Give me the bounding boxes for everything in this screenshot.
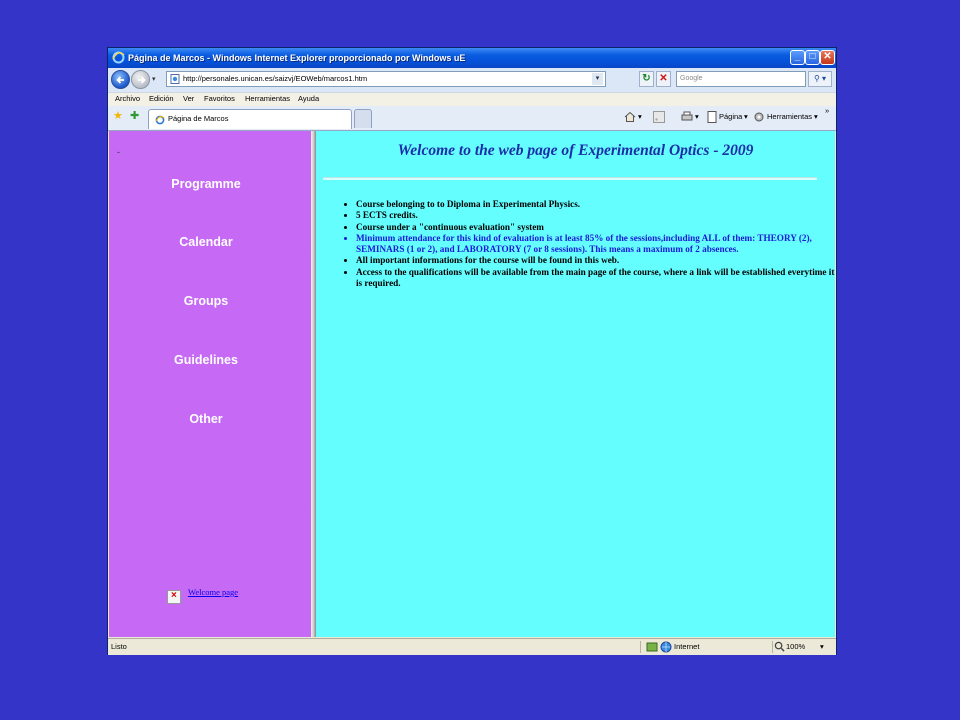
new-tab-button[interactable] [354, 109, 372, 128]
main-frame [316, 131, 835, 637]
forward-arrow-icon [135, 74, 147, 86]
address-input[interactable] [166, 71, 606, 87]
zoom-icon[interactable] [774, 641, 785, 652]
page-title: Welcome to the web page of Experimental Optics - 2009 [397, 142, 754, 159]
favorites-star-icon[interactable]: ★ [113, 110, 123, 122]
address-url[interactable]: http://personales.unican.es/saizvj/EOWeb/marcos1.htm [183, 74, 368, 83]
close-button[interactable]: ✕ [820, 50, 835, 65]
tools-dropdown-icon[interactable]: ▾ [814, 112, 818, 121]
minimize-button[interactable]: _ [790, 50, 805, 65]
tools-menu[interactable]: Herramientas [767, 112, 813, 121]
menu-ver[interactable]: Ver [183, 94, 195, 103]
print-icon[interactable] [681, 111, 693, 123]
horizontal-rule [323, 177, 817, 180]
menu-favoritos[interactable]: Favoritos [204, 94, 235, 103]
zoom-dropdown-icon[interactable]: ▾ [820, 642, 824, 651]
left-nav-frame [109, 131, 311, 637]
tab-label: Página de Marcos [168, 114, 229, 123]
list-item: • 5 ECTS credits. [356, 210, 836, 221]
nav-groups[interactable]: Groups [183, 294, 229, 308]
menu-edicion[interactable]: Edición [149, 94, 174, 103]
nav-other[interactable]: Other [189, 412, 223, 426]
menu-archivo[interactable]: Archivo [115, 94, 141, 103]
tab-bar [108, 106, 836, 131]
nav-guidelines[interactable]: Guidelines [174, 353, 238, 367]
broken-image-icon [167, 590, 181, 604]
menu-herramientas[interactable]: Herramientas [245, 94, 291, 103]
maximize-button[interactable]: □ [805, 50, 820, 65]
nav-programme[interactable]: Programme [171, 177, 241, 191]
title-bar[interactable] [108, 48, 836, 68]
tools-gear-icon[interactable] [753, 111, 765, 123]
search-button[interactable]: ⚲ ▾ [808, 71, 832, 87]
tab-active[interactable] [148, 109, 352, 129]
nav-marker: - [117, 147, 120, 157]
page-menu-icon[interactable] [706, 111, 718, 123]
page-content [109, 131, 835, 637]
zone-label: Internet [674, 642, 700, 651]
refresh-button[interactable]: ↻ [639, 71, 654, 87]
list-item: • All important informations for the course will be found in this web. [356, 255, 836, 266]
page-menu[interactable]: Página [719, 112, 743, 121]
back-button[interactable] [111, 70, 130, 89]
ie-logo-icon [112, 51, 125, 64]
zone-shield-icon [646, 641, 658, 653]
list-item: • Access to the qualifications will be available from the main page of the course, where a link will be established everytime it is required. [356, 267, 836, 290]
search-input[interactable]: Google [676, 71, 806, 87]
info-list [340, 199, 836, 289]
home-dropdown-icon[interactable]: ▾ [638, 112, 642, 121]
nav-calendar[interactable]: Calendar [179, 235, 233, 249]
more-commands-icon[interactable]: » [825, 106, 830, 115]
stop-button[interactable]: ✕ [656, 71, 671, 87]
address-row [108, 68, 836, 92]
forward-button[interactable] [131, 70, 150, 89]
list-item: • Course under a "continuous evaluation" system [356, 222, 836, 233]
print-dropdown-icon[interactable]: ▾ [695, 112, 699, 121]
list-item-highlight: • Minimum attendance for this kind of evaluation is at least 85% of the sessions,including ALL of them: THEORY (2), SEMINARS (1 or 2), and LABORATORY (7 or 8 sessions). This means a maximum of 2 absences. [356, 233, 836, 256]
feeds-icon[interactable] [653, 111, 665, 123]
zoom-level[interactable]: 100% [786, 642, 806, 651]
history-dropdown-icon[interactable]: ▾ [152, 76, 156, 83]
list-item: • Course belonging to to Diploma in Experimental Physics. [356, 199, 836, 210]
window-title: Página de Marcos - Windows Internet Explorer proporcionado por Windows uE [128, 53, 466, 63]
status-separator [640, 641, 641, 653]
welcome-page-link[interactable]: Welcome page [188, 587, 239, 597]
address-dropdown-icon[interactable]: ▾ [592, 73, 603, 85]
internet-globe-icon [660, 641, 672, 653]
menu-ayuda[interactable]: Ayuda [298, 94, 320, 103]
status-text: Listo [111, 642, 127, 651]
page-icon [170, 74, 180, 84]
browser-window [107, 47, 837, 655]
status-separator [772, 641, 773, 653]
tab-ie-icon [155, 115, 165, 125]
home-icon[interactable] [624, 111, 636, 123]
add-favorite-icon[interactable]: ✚ [130, 110, 140, 122]
status-bar [108, 638, 836, 655]
back-arrow-icon [115, 74, 127, 86]
page-dropdown-icon[interactable]: ▾ [744, 112, 748, 121]
menu-bar [108, 92, 836, 107]
